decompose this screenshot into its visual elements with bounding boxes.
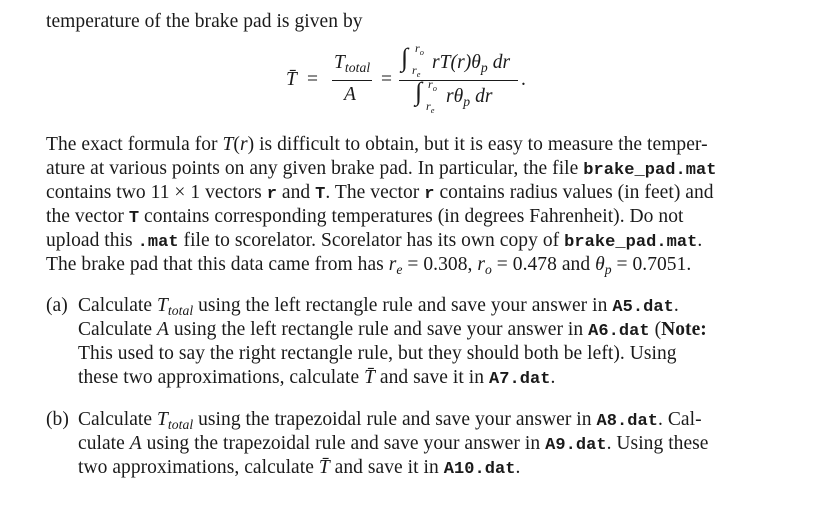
text-fragment: upload this — [46, 230, 138, 251]
text-fragment: . — [515, 457, 521, 478]
item-a-line-3: This used to say the right rectangle rule, but they should both be left). Using — [78, 343, 677, 364]
text-fragment: total — [167, 417, 194, 433]
text-fragment: o — [419, 47, 424, 57]
text-fragment: A9.dat — [545, 436, 607, 455]
text-fragment: A8.dat — [596, 412, 659, 431]
text-fragment: ∫ — [401, 43, 409, 72]
frac2-upper-limit — [415, 36, 424, 60]
text-fragment: . Cal- — [658, 409, 702, 430]
text-fragment: o — [432, 83, 437, 93]
text-fragment: The exact formula for — [46, 134, 223, 155]
item-b-line-1 — [46, 408, 702, 434]
text-fragment: T — [157, 409, 168, 430]
text-fragment: = 0.478 and — [491, 254, 596, 275]
text-fragment: these two approximations, calculate — [78, 367, 365, 388]
paragraph-line-3 — [46, 181, 714, 207]
text-fragment: and save it in — [375, 367, 489, 388]
text-fragment: T — [128, 209, 140, 228]
text-fragment: and — [276, 182, 316, 203]
item-a-line-1 — [46, 294, 679, 320]
text-fragment: r — [424, 185, 435, 204]
text-fragment: p — [463, 94, 471, 110]
text-fragment: = 0.7051. — [611, 254, 692, 275]
text-fragment: e — [396, 262, 403, 278]
text-fragment: A — [157, 319, 169, 340]
text-fragment: r — [239, 134, 248, 155]
text-fragment: r — [477, 254, 485, 275]
text-fragment: contains two 11 × 1 vectors — [46, 182, 267, 203]
frac2-den-lower-limit — [426, 94, 435, 118]
frac2-num-body — [432, 51, 510, 75]
text-fragment: using the trapezoidal rule and save your answer in — [193, 409, 597, 430]
text-fragment: r — [412, 63, 417, 77]
text-fragment: total — [167, 303, 194, 319]
text-fragment: ature at various points on any given brake pad. In particular, the file — [46, 158, 584, 179]
text-fragment: brake_pad.mat — [564, 233, 698, 252]
item-b-line-2 — [78, 432, 709, 458]
text-fragment: ( — [649, 319, 662, 340]
text-fragment: A — [129, 433, 142, 454]
text-fragment: . Using these — [606, 433, 709, 454]
text-fragment: T — [334, 52, 345, 73]
text-fragment: A6.dat — [588, 322, 650, 341]
text-fragment: r — [388, 254, 397, 275]
text-fragment: Calculate — [78, 409, 158, 430]
formula-lhs: T̄ — [286, 69, 297, 90]
item-a-line-2 — [78, 318, 707, 344]
text-fragment: e — [430, 105, 435, 115]
text-fragment: ∫ — [415, 77, 423, 106]
text-fragment: using the left rectangle rule and save your answer in — [193, 295, 613, 316]
text-fragment: Note: — [661, 319, 707, 340]
text-fragment: dr — [475, 86, 493, 107]
text-fragment: file to scorelator. Scorelator has its own copy of — [178, 230, 565, 251]
text-fragment: contains radius values (in feet) and — [434, 182, 714, 203]
text-fragment: r — [426, 99, 431, 113]
formula-period: . — [521, 69, 526, 90]
paragraph-line-1 — [46, 133, 708, 157]
text-fragment: o — [485, 262, 492, 278]
text-fragment: contains corresponding temperatures (in degrees Fahrenheit). Do not — [139, 206, 684, 227]
frac2-numerator — [401, 43, 409, 73]
text-fragment: ) is difficult to obtain, but it is easy to measure the temper- — [247, 134, 708, 155]
text-fragment: A10.dat — [443, 460, 516, 479]
paragraph-line-2 — [46, 157, 717, 183]
intro-text: temperature of the brake pad is given by — [46, 11, 363, 32]
text-fragment: θ — [595, 254, 605, 275]
text-fragment: p — [604, 262, 612, 278]
text-fragment: using the left rectangle rule and save your answer in — [168, 319, 589, 340]
frac2-den-upper-limit — [428, 72, 437, 96]
text-fragment: e — [416, 69, 421, 79]
text-fragment: dr — [492, 52, 511, 73]
text-fragment: . — [673, 295, 679, 316]
text-fragment: T — [157, 295, 168, 316]
text-fragment: . — [697, 230, 703, 251]
text-fragment: using the trapezoidal rule and save your answer in — [141, 433, 546, 454]
code-filename: brake_pad.mat — [583, 161, 717, 180]
text-fragment: ( — [233, 134, 240, 155]
text-fragment: two approximations, calculate — [78, 457, 319, 478]
text-fragment: r — [266, 185, 277, 204]
frac2-den-body — [446, 85, 493, 109]
text-fragment: The brake pad that this data came from has — [46, 254, 389, 275]
text-fragment: = 0.308, — [402, 254, 478, 275]
text-fragment: r — [428, 77, 433, 91]
text-fragment: total — [344, 60, 371, 76]
text-fragment: Calculate — [78, 295, 158, 316]
paragraph-line-4 — [46, 205, 683, 231]
text-fragment: T̄ — [364, 367, 375, 388]
text-fragment: r — [415, 41, 420, 55]
text-fragment: A5.dat — [612, 298, 674, 317]
item-a-label: (a) — [46, 295, 68, 316]
item-b-line-3 — [78, 456, 520, 482]
text-fragment: .mat — [137, 233, 179, 252]
formula-eq-1: = — [307, 69, 319, 90]
text-fragment: the vector — [46, 206, 129, 227]
frac1-denominator: A — [344, 84, 356, 105]
text-fragment: T — [222, 134, 234, 155]
text-fragment: Calculate — [78, 319, 158, 340]
frac2-denominator — [415, 77, 423, 107]
text-fragment: . The vector — [325, 182, 425, 203]
item-b-label: (b) — [46, 409, 69, 430]
text-fragment: T — [315, 185, 326, 204]
text-fragment: rθ — [446, 86, 464, 107]
frac1-bar — [332, 80, 372, 81]
text-fragment: and save it in — [329, 457, 444, 478]
text-fragment: A7.dat — [488, 370, 551, 389]
paragraph-line-5 — [46, 229, 702, 255]
text-fragment: . — [550, 367, 556, 388]
text-fragment: p — [480, 60, 488, 76]
text-fragment: rT(r)θ — [432, 52, 481, 73]
formula-eq-2: = — [381, 69, 393, 90]
text-fragment: culate — [78, 433, 130, 454]
frac1-numerator — [334, 51, 370, 75]
item-a-line-4 — [78, 366, 555, 392]
paragraph-line-6 — [46, 253, 691, 277]
text-fragment: T̄ — [318, 457, 330, 478]
